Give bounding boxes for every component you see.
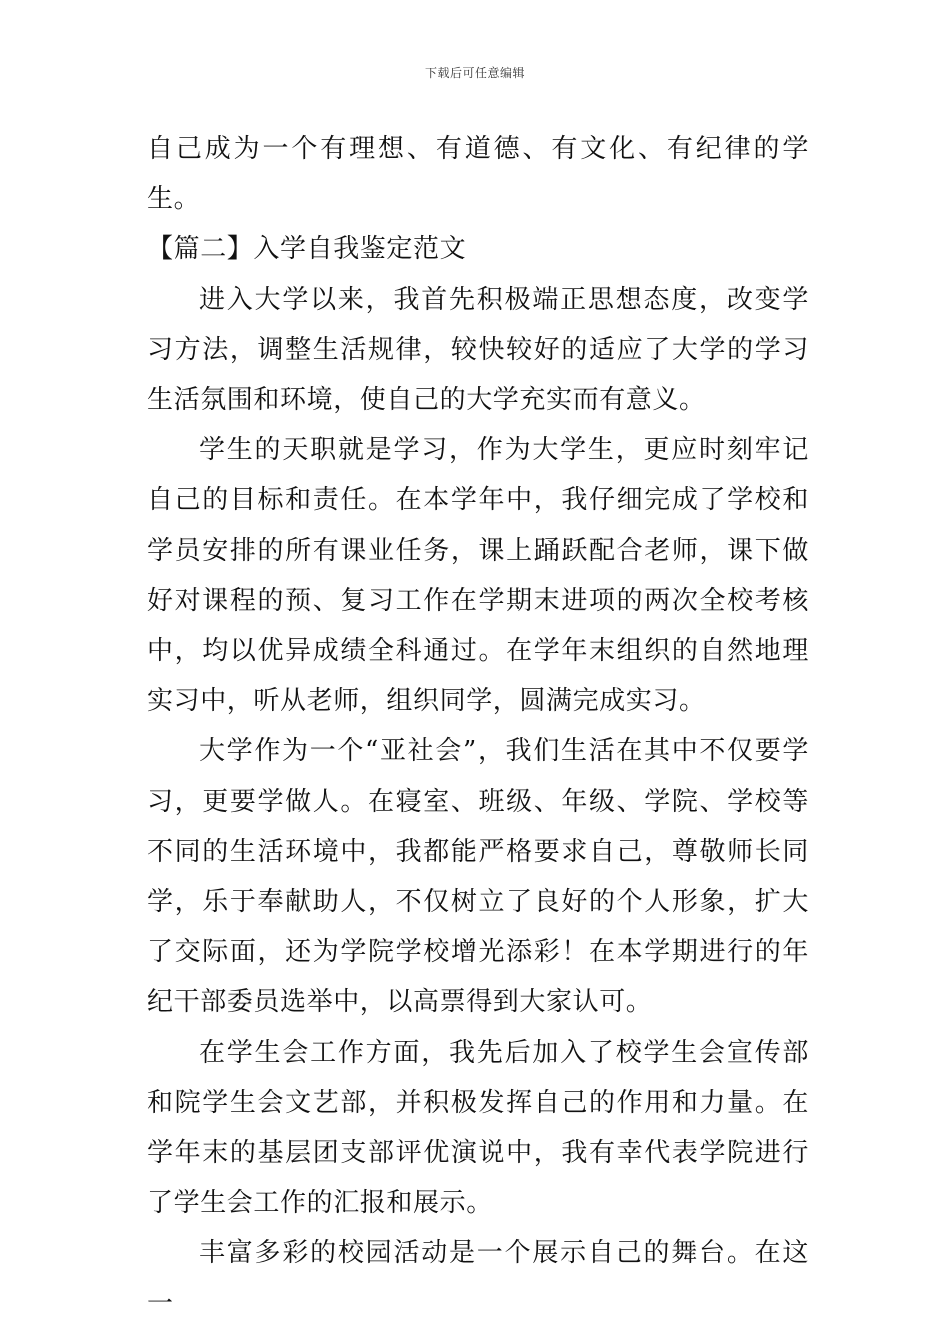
paragraph-1: 进入大学以来，我首先积极端正思想态度，改变学习方法，调整生活规律，较快较好的适应了大学的学习生活氛围和环境，使自己的大学充实而有意义。 — [147, 284, 809, 416]
paragraph-3: 大学作为一个“亚社会”，我们生活在其中不仅要学习，更要学做人。在寝室、班级、年级、学院、学校等不同的生活环境中，我都能严格要求自己，尊敬师长同学，乐于奉献助人，不仅树立了良好的个人形象，扩大了交际面，还为学院学校增光添彩！在本学期进行的年纪干部委员选举中，以高票得到大家认可。 — [147, 736, 809, 1018]
document-body — [147, 124, 809, 1329]
section-heading: 【篇二】入学自我鉴定范文 — [147, 234, 467, 265]
page-header: 下载后可任意编辑 — [424, 66, 525, 80]
paragraph-continuation: 自己成为一个有理想、有道德、有文化、有纪律的学生。 — [147, 134, 809, 215]
paragraph-2: 学生的天职就是学习，作为大学生，更应时刻牢记自己的目标和责任。在本学年中，我仔细完成了学校和学员安排的所有课业任务，课上踊跃配合老师，课下做好对课程的预、复习工作在学期末进项的两次全校考核中，均以优异成绩全科通过。在学年末组织的自然地理实习中，听从老师，组织同学，圆满完成实习。 — [147, 435, 809, 717]
paragraph-5: 丰富多彩的校园活动是一个展示自己的舞台。在这一 — [147, 1238, 809, 1319]
paragraph-4: 在学生会工作方面，我先后加入了校学生会宣传部和院学生会文艺部，并积极发挥自己的作用和力量。在学年末的基层团支部评优演说中，我有幸代表学院进行了学生会工作的汇报和展示。 — [147, 1037, 809, 1219]
